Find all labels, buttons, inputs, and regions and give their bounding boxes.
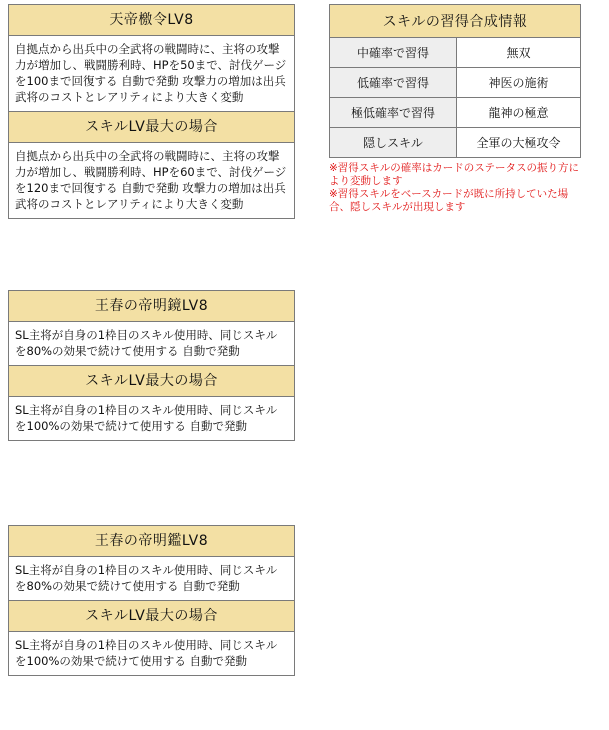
probability-label: 隠しスキル <box>330 128 457 158</box>
synthesis-title: スキルの習得合成情報 <box>330 5 581 38</box>
table-row <box>330 38 581 68</box>
skill-max-header: スキルLV最大の場合 <box>9 601 294 632</box>
synthesis-info-panel <box>329 4 581 214</box>
table-row <box>330 98 581 128</box>
skill-box-1 <box>8 4 295 219</box>
skill-max-description: 自拠点から出兵中の全武将の戦闘時に、主将の攻撃力が増加し、戦闘勝利時、HPを60まで、討伐ゲージを120まで回復する 自動で発動 攻撃力の増加は出兵武将のコストとレアリティにより大きく変動 <box>15 149 287 211</box>
skill-name: 龍神の極意 <box>457 98 581 128</box>
skill-description: SL主将が自身の1枠目のスキル使用時、同じスキルを80%の効果で続けて使用する 自動で発動 <box>9 322 294 366</box>
skill-max-header: スキルLV最大の場合 <box>9 366 294 397</box>
probability-label: 低確率で習得 <box>330 68 457 98</box>
note-hidden-skill: ※習得スキルをベースカードが既に所持していた場合、隠しスキルが出現します <box>329 188 569 213</box>
skill-description: 自拠点から出兵中の全武将の戦闘時に、主将の攻撃力が増加し、戦闘勝利時、HPを50まで、討伐ゲージを100まで回復する 自動で発動 攻撃力の増加は出兵武将のコストとレアリティにより大きく変動 <box>9 36 294 112</box>
note-probability: ※習得スキルの確率はカードのステータスの振り方により変動します <box>329 162 579 187</box>
skill-max-header: スキルLV最大の場合 <box>9 112 294 143</box>
skill-title: 天帝檄令LV8 <box>9 5 294 36</box>
probability-label: 極低確率で習得 <box>330 98 457 128</box>
skill-box-3 <box>8 525 295 676</box>
skill-description: SL主将が自身の1枠目のスキル使用時、同じスキルを80%の効果で続けて使用する 自動で発動 <box>9 557 294 601</box>
synthesis-notes <box>329 162 581 214</box>
skill-box-2 <box>8 290 295 441</box>
skill-max-description: SL主将が自身の1枠目のスキル使用時、同じスキルを100%の効果で続けて使用する 自動で発動 <box>15 403 278 433</box>
table-row <box>330 68 581 98</box>
skill-max-description: SL主将が自身の1枠目のスキル使用時、同じスキルを100%の効果で続けて使用する 自動で発動 <box>15 638 278 668</box>
table-row <box>330 128 581 158</box>
synthesis-table <box>329 4 581 158</box>
skill-title: 王春の帝明鏡LV8 <box>9 291 294 322</box>
skill-name: 神医の施術 <box>457 68 581 98</box>
skill-title: 王春の帝明鑑LV8 <box>9 526 294 557</box>
skill-name: 全軍の大極攻令 <box>457 128 581 158</box>
probability-label: 中確率で習得 <box>330 38 457 68</box>
skill-name: 無双 <box>457 38 581 68</box>
